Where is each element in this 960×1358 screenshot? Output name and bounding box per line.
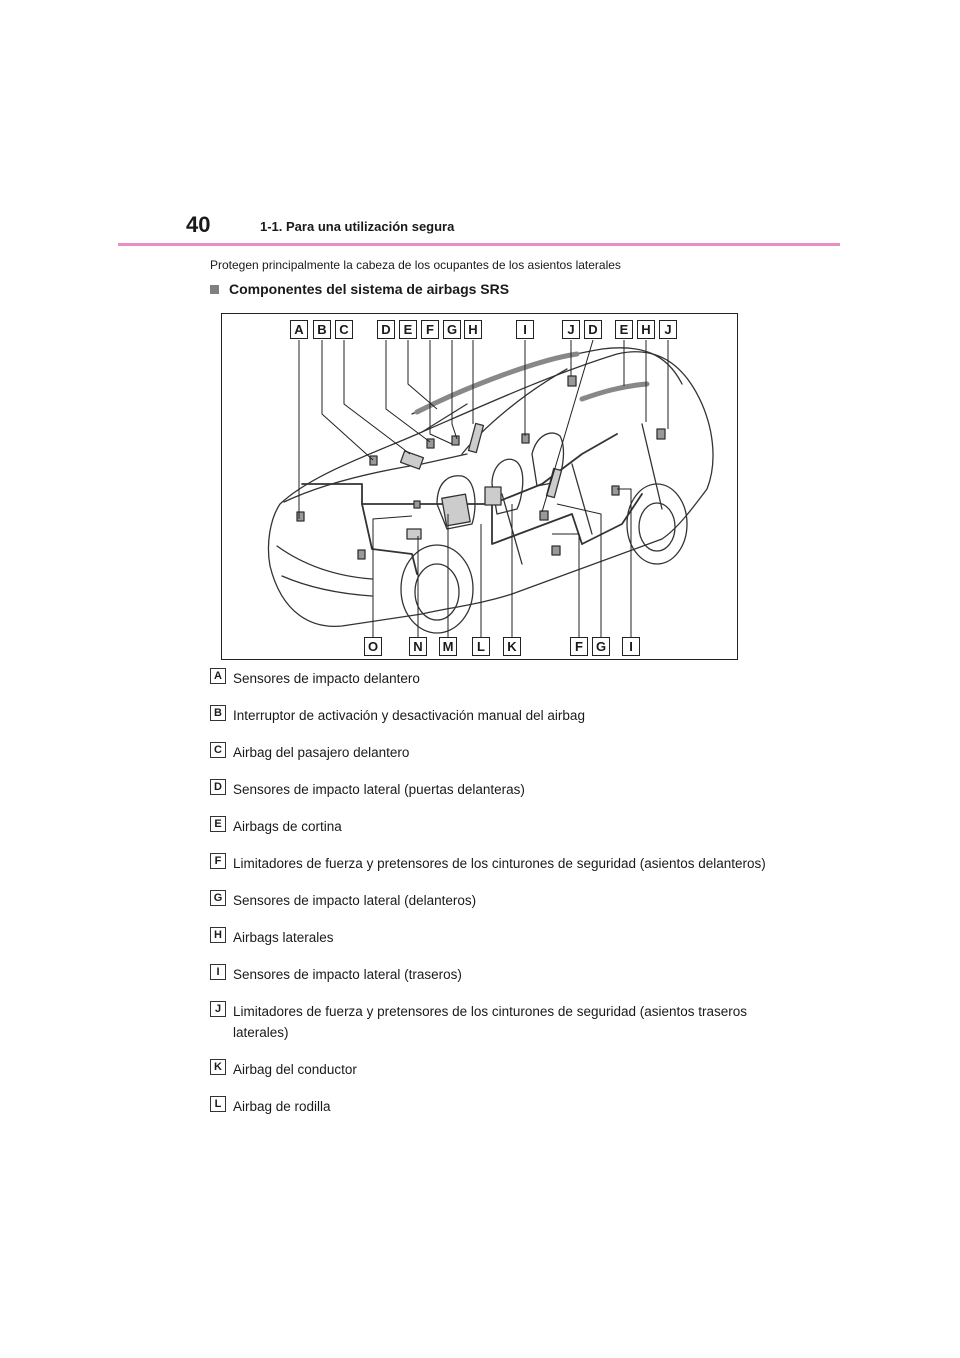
callout-top-e-2: E [615,320,633,339]
legend-letter-badge: B [210,705,226,721]
legend-item-text: Sensores de impacto lateral (traseros) [233,967,462,982]
legend-item-text: Sensores de impacto delantero [233,671,420,686]
callout-bottom-f: F [570,637,588,656]
callout-top-i: I [516,320,534,339]
legend-item-f [210,853,770,874]
callout-top-j-2: J [659,320,677,339]
legend-item-text: Limitadores de fuerza y pretensores de los cinturones de seguridad (asientos traseros laterales) [233,1004,748,1040]
vehicle-illustration [222,314,739,661]
legend-item-text: Airbag del conductor [233,1062,357,1077]
legend-item-text: Interruptor de activación y desactivación manual del airbag [233,708,585,723]
callout-bottom-k: K [503,637,521,656]
callout-bottom-g: G [592,637,610,656]
callout-bottom-l: L [472,637,490,656]
legend-letter-badge: F [210,853,226,869]
callout-top-g: G [443,320,461,339]
legend-item-j [210,1001,770,1043]
legend-item-d [210,779,770,800]
legend-item-a [210,668,770,689]
callout-top-a: A [290,320,308,339]
airbag-diagram [221,313,738,660]
callout-top-f: F [421,320,439,339]
legend-letter-badge: J [210,1001,226,1017]
callout-top-j: J [562,320,580,339]
callout-top-d: D [377,320,395,339]
header-divider [118,243,840,246]
callout-top-h: H [464,320,482,339]
legend-item-text: Airbags laterales [233,930,334,945]
callout-top-e: E [399,320,417,339]
legend-letter-badge: G [210,890,226,906]
legend-letter-badge: E [210,816,226,832]
subheading-text: Componentes del sistema de airbags SRS [229,281,510,297]
legend-item-c [210,742,770,763]
legend-item-l [210,1096,770,1117]
intro-text: Protegen principalmente la cabeza de los ocupantes de los asientos laterales [210,258,621,272]
legend-letter-badge: D [210,779,226,795]
legend-letter-badge: H [210,927,226,943]
legend-item-text: Airbag de rodilla [233,1099,331,1114]
subheading [210,281,509,297]
legend-item-i [210,964,770,985]
legend-item-h [210,927,770,948]
callout-top-h-2: H [637,320,655,339]
callout-bottom-o: O [364,637,382,656]
legend-letter-badge: A [210,668,226,684]
section-title: 1-1. Para una utilización segura [260,219,455,234]
legend-item-g [210,890,770,911]
legend-list [210,668,770,1133]
square-bullet-icon [210,285,219,294]
legend-item-k [210,1059,770,1080]
legend-item-text: Airbags de cortina [233,819,342,834]
legend-item-text: Airbag del pasajero delantero [233,745,410,760]
callout-bottom-i: I [622,637,640,656]
legend-letter-badge: I [210,964,226,980]
legend-item-e [210,816,770,837]
callout-top-c: C [335,320,353,339]
callout-bottom-m: M [439,637,457,656]
page-number: 40 [186,212,211,237]
callout-bottom-n: N [409,637,427,656]
legend-item-text: Limitadores de fuerza y pretensores de los cinturones de seguridad (asientos delanteros) [233,856,766,871]
legend-item-b [210,705,770,726]
legend-letter-badge: K [210,1059,226,1075]
legend-letter-badge: C [210,742,226,758]
legend-item-text: Sensores de impacto lateral (delanteros) [233,893,477,908]
callout-top-b: B [313,320,331,339]
callout-top-d-2: D [584,320,602,339]
legend-item-text: Sensores de impacto lateral (puertas delanteras) [233,782,525,797]
legend-letter-badge: L [210,1096,226,1112]
